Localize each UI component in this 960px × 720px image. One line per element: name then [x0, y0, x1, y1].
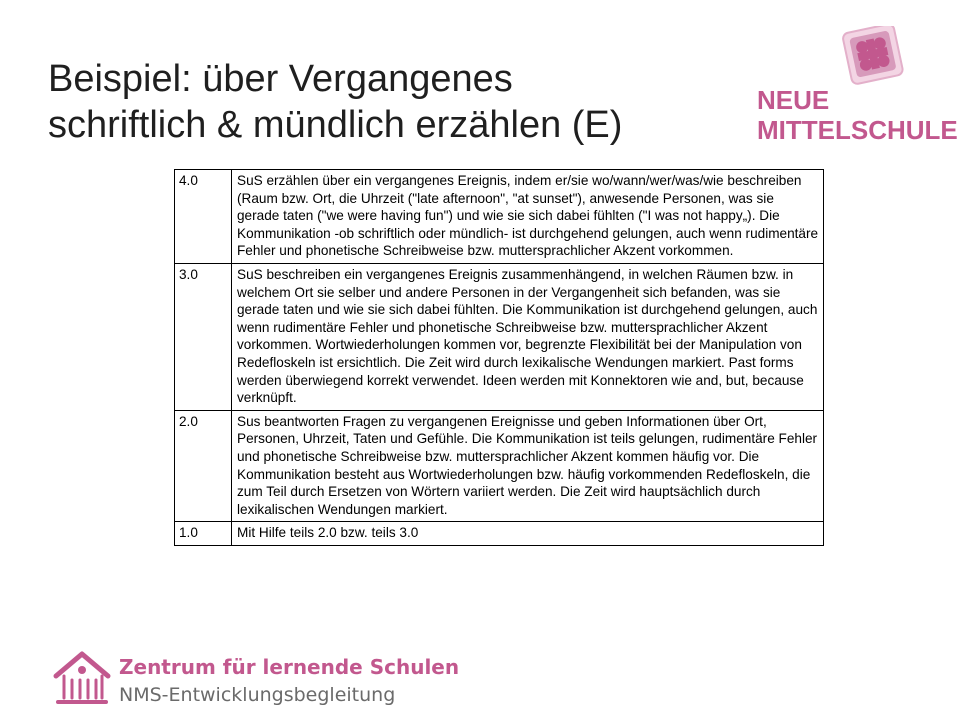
rubric-level: 1.0	[175, 522, 232, 546]
rubric-row-4	[175, 170, 824, 264]
rubric-row-3	[175, 263, 824, 410]
rubric-description: SuS erzählen über ein vergangenes Ereignis, indem er/sie wo/wann/wer/was/wie beschreiben (Raum bzw. Ort, die Uhrzeit ("late afternoon", "at sunset"), anwesende Personen, was sie gerade taten ("we were having fun") und wie sie sich dabei fühlten ("I was not happy„). Die Kommunikation -ob schriftlich oder mündlich- ist durchgehend gelungen, auch wenn rudimentäre Fehler und phonetische Schreibweise bzw. muttersprachlicher Akzent vorkommen.	[232, 170, 824, 264]
slide-title-line-2: schriftlich & mündlich erzählen (E)	[48, 104, 623, 146]
rubric-level: 4.0	[175, 170, 232, 264]
footer-title: Zentrum für lernende Schulen	[119, 655, 460, 679]
rubric-table	[174, 169, 824, 546]
school-building-icon	[52, 650, 112, 706]
slide-title	[48, 56, 738, 148]
logo-word-neue: NEUE	[757, 85, 830, 115]
rubric-description: Mit Hilfe teils 2.0 bzw. teils 3.0	[232, 522, 824, 546]
rubric-description: Sus beantworten Fragen zu vergangenen Ereignisse und geben Informationen über Ort, Personen, Uhrzeit, Taten und Gefühle. Die Kommunikation ist teils gelungen, rudimentäre Fehler und phonetische Schreibweise bzw. muttersprachlicher Akzent kommen häufig vor. Die Kommunikation besteht aus Wortwiederholungen bzw. häufig vorkommenden Redefloskeln, die zum Teil durch Ersetzen von Wörtern variiert werden. Die Zeit wird hauptsächlich durch lexikalischen Wendungen markiert.	[232, 410, 824, 522]
rubric-description: SuS beschreiben ein vergangenes Ereignis zusammenhängend, in welchen Räumen bzw. in welchem Ort sie selber und andere Personen in der Vergangenheit sich befanden, was sie gerade taten und wie sie sich dabei fühlten. Die Kommunikation ist durchgehend gelungen, auch wenn rudimentäre Fehler und phonetische Schreibweise bzw. muttersprachlicher Akzent vorkommen. Wortwiederholungen kommen vor, begrenzte Flexibilität bei der Manipulation von Redefloskeln ist ersichtlich. Die Zeit wird durch lexikalische Wendungen markiert. Past forms werden überwiegend korrekt verwendet. Ideen werden mit Konnektoren wie and, but, because verknüpft.	[232, 263, 824, 410]
rubric-row-1	[175, 522, 824, 546]
rubric-level: 2.0	[175, 410, 232, 522]
rubric-row-2	[175, 410, 824, 522]
slide-title-line-1: Beispiel: über Vergangenes	[48, 58, 513, 100]
logo-word-mittelschule: MITTELSCHULE	[757, 115, 958, 145]
rubric-level: 3.0	[175, 263, 232, 410]
footer-subtitle: NMS-Entwicklungsbegleitung	[119, 684, 396, 706]
